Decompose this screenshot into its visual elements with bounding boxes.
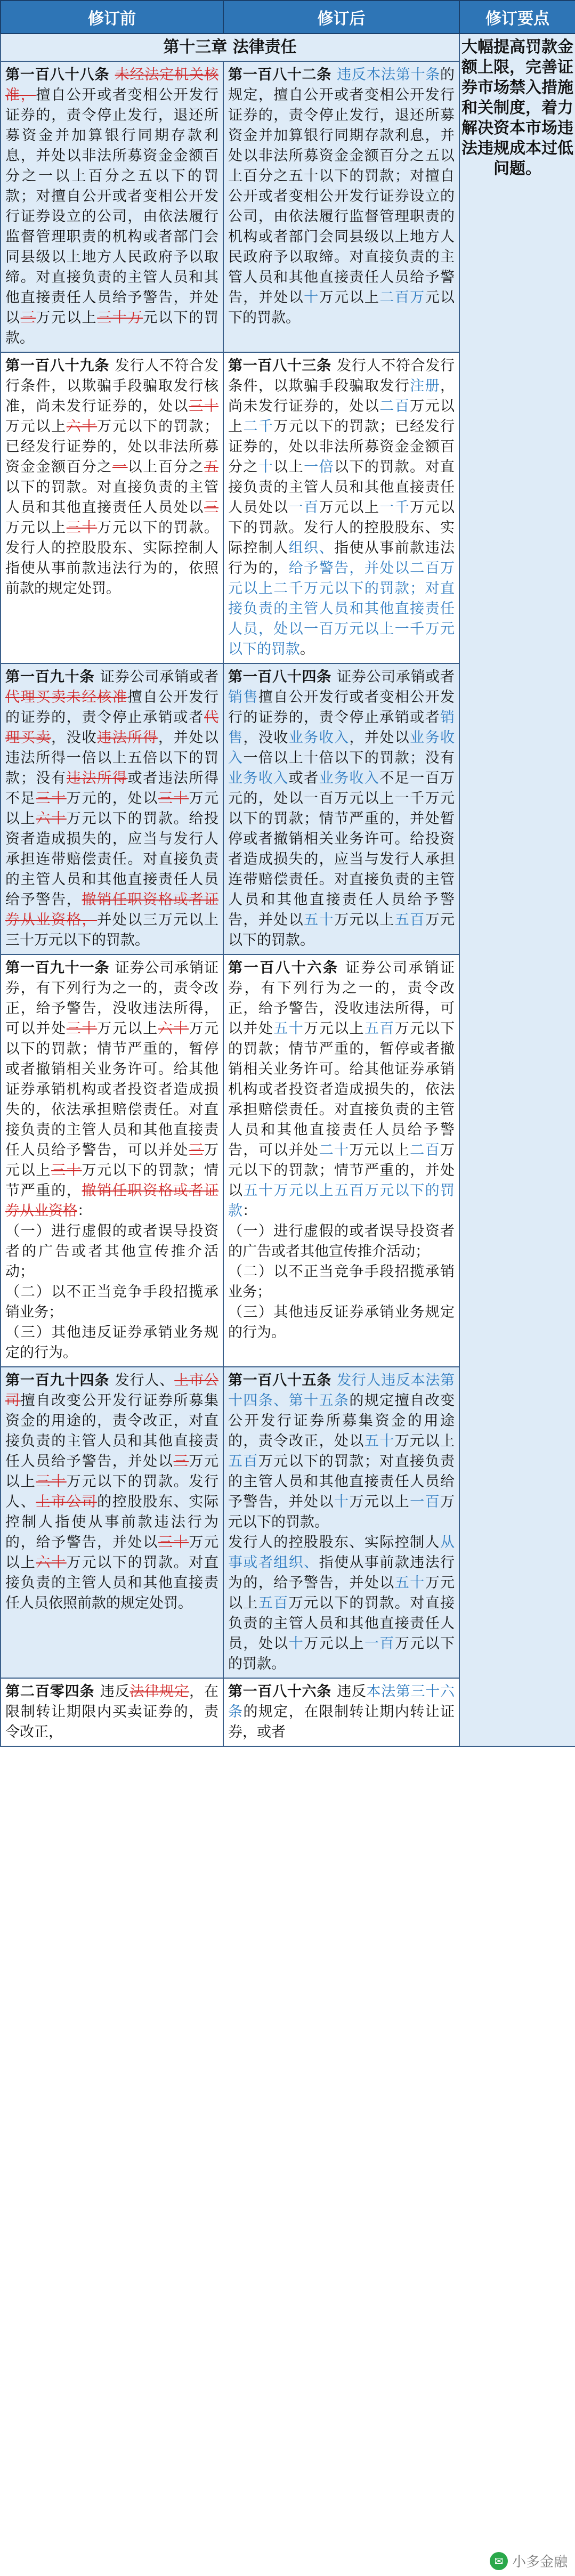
text-segment: 万元以上: [228, 398, 455, 435]
cell-before: [1, 61, 223, 352]
deleted-text: 三十万: [97, 310, 143, 326]
deleted-text: 三: [20, 310, 36, 326]
text-segment: 不足一百万元的，处以一百万元以上一千万元以下的罚款；情节严重的，并处暂停或者撤销相关业务许可。给投资者造成损失的，应当与发行人承担连带赔偿责任。对直接负责的主管人员和其他直接责任人员给予警告，并处以: [228, 770, 455, 928]
deleted-text: 三: [204, 499, 218, 516]
article-number: 第一百八十三条: [228, 358, 337, 374]
inserted-text: 业务收入: [228, 730, 455, 766]
text-segment: 万元以下的罚款。: [228, 912, 455, 949]
deleted-text: 未经法定机关核准，: [5, 67, 219, 103]
text-segment: ，尚未发行证券的，处以: [228, 378, 455, 415]
inserted-text: 一千: [379, 499, 410, 516]
text-segment: ，在限制转让期限内买卖证券的，责令改正，: [5, 1683, 219, 1740]
text-segment: 万元以下的罚款；对直接负责的主管人员和其他直接责任人员给予警告，并处以: [228, 1453, 455, 1510]
text-segment: 万元以上: [5, 1534, 219, 1571]
inserted-text: 十: [258, 459, 274, 475]
text-segment: 的规定，在限制转让期内转让证券，或者: [228, 1704, 455, 1740]
deleted-text: 六十: [158, 1020, 189, 1037]
inserted-text: 五十: [304, 912, 335, 928]
cell-before: [1, 1678, 223, 1746]
watermark: [490, 2551, 568, 2571]
deleted-text: 违法所得: [66, 770, 128, 787]
article-number: 第一百九十一条: [5, 960, 115, 976]
inserted-text: 一百: [288, 499, 319, 516]
text-segment: ，没收: [51, 730, 98, 746]
text-segment: 万元以下的罚款。发行人、: [5, 1473, 219, 1510]
text-segment: 指使从事前款违法行为的，给予警告，并处以: [228, 1554, 455, 1591]
text-segment: ： （一）进行虚假的或者误导投资者的广告或者其他宣传推介活动； （二）以不正当竞争手段招揽承销业务； （三）其他违反证券承销业务规定的行为。: [228, 1203, 455, 1341]
text-segment: 万元以上: [5, 1453, 219, 1490]
text-segment: 万元以上: [304, 1020, 365, 1037]
cell-before: [1, 954, 223, 1367]
text-segment: 万元以下的罚款。: [228, 1635, 455, 1672]
article-number: 第一百八十八条: [5, 67, 115, 83]
cell-before: [1, 1367, 223, 1678]
inserted-text: 给予警告，并处以二百万元以上二千万元以下的罚款；对直接负责的主管人员和其他直接责任人员，处以一百万元以上一千万元以下的罚款: [228, 560, 455, 658]
deleted-text: 三十: [36, 1473, 67, 1490]
deleted-text: 三十: [51, 1162, 82, 1179]
cell-after: [223, 1367, 459, 1678]
inserted-text: 一百: [364, 1635, 395, 1652]
inserted-text: 业务收入: [319, 770, 380, 787]
text-segment: ，并处以: [349, 730, 410, 746]
deleted-text: 三十: [158, 1534, 189, 1551]
deleted-text: 三十: [66, 1020, 98, 1037]
deleted-text: 三十: [158, 790, 189, 807]
text-segment: 或者: [288, 770, 319, 787]
deleted-text: 三十: [189, 398, 219, 415]
cell-before: [1, 663, 223, 954]
article-number: 第一百九十条: [5, 669, 100, 685]
header-notes: 修订要点: [459, 1, 575, 34]
watermark-text: 小多金融: [512, 2554, 568, 2570]
text-segment: 以上: [273, 459, 304, 475]
text-segment: ，并处以违法所得一倍以上五倍以下的罚款；没有: [5, 730, 219, 787]
text-segment: 以下的罚款。对直接负责的主管人员和其他直接责任人员处以: [228, 459, 455, 516]
inserted-text: 二百万: [379, 289, 425, 306]
text-segment: 万元以上: [5, 520, 67, 536]
revision-notes: 大幅提高罚款金额上限，完善证券市场禁入措施和关制度，着力解决资本市场违法违规成本过低问题。: [459, 34, 575, 1746]
inserted-text: 二百: [410, 1142, 441, 1159]
inserted-text: 违反本法第十条: [337, 67, 441, 83]
text-segment: ： （一）进行虚假的或者误导投资者的广告或者其他宣传推介活动； （二）以不正当竞争手段招揽承销业务； （三）其他违反证券承销业务规定的行为。: [5, 1203, 218, 1361]
text-segment: 的规定擅自改变公开发行证券所募集资金的用途的，责令改正，处以: [228, 1392, 455, 1449]
text-segment: 万元以上: [304, 1635, 365, 1652]
article-number: 第一百八十六条: [228, 1683, 337, 1700]
article-number: 第一百八十九条: [5, 358, 115, 374]
text-segment: 万元以上: [349, 1142, 410, 1159]
header-after: 修订后: [223, 1, 459, 34]
text-segment: 证券公司承销或者: [100, 669, 218, 685]
inserted-text: 销售: [228, 689, 258, 706]
text-segment: 万元以上: [5, 418, 67, 435]
text-segment: 擅自公开发行或者变相公开发行的证券的，责令停止承销或者: [228, 689, 455, 726]
text-segment: 并处以三万元以上三十万元以下的罚款。: [5, 912, 219, 949]
deleted-text: 六十: [36, 811, 67, 827]
article-number: 第一百八十六条: [228, 960, 345, 976]
text-segment: 万元以下的罚款；已经发行证券的，处以非法所募资金金额百分之: [228, 418, 455, 475]
deleted-text: 一: [112, 459, 128, 475]
text-segment: 擅自改变公开发行证券所募集资金的用途的，责令改正，对直接负责的主管人员和其他直接责任人员给予警告，并处以: [5, 1392, 219, 1470]
text-segment: 万元以下的罚款。 发行人的控股股东、实际控制人: [228, 1494, 455, 1551]
deleted-text: 六十: [36, 1554, 67, 1571]
text-segment: 万元的，处以: [66, 790, 158, 807]
text-segment: 。: [300, 641, 314, 658]
deleted-text: 三十: [36, 790, 67, 807]
text-segment: 万元以上: [319, 499, 380, 516]
deleted-text: 三十: [66, 520, 98, 536]
inserted-text: 五百: [258, 1595, 289, 1611]
deleted-text: 代理买卖未经核准: [5, 689, 128, 706]
text-segment: 元以下的罚款。: [5, 310, 219, 346]
text-segment: 万元以上: [36, 310, 98, 326]
wechat-icon: ✉: [490, 2552, 508, 2570]
chapter-row: [1, 34, 575, 61]
article-number: 第一百八十二条: [228, 67, 337, 83]
inserted-text: 五十: [394, 1575, 425, 1591]
deleted-text: 上市公司: [5, 1372, 219, 1409]
text-segment: 元以下的罚款。: [228, 289, 455, 326]
text-segment: 万元以下的罚款；情节严重的，暂停或者撤销相关业务许可。给其他证券承销机构或者投资者造成损失的，依法承担赔偿责任。对直接负责的主管人员和其他直接责任人员给予警告，可以并处: [228, 1020, 455, 1159]
header-row: [1, 1, 575, 34]
cell-after: [223, 1678, 459, 1746]
text-segment: 或者违法所得不足: [5, 770, 219, 807]
chapter-title: 第十三章 法律责任: [1, 34, 459, 61]
text-segment: 发行人不符合发行条件，以欺骗手段骗取发行: [228, 358, 455, 394]
text-segment: ，没收: [243, 730, 289, 746]
inserted-text: 二千: [243, 418, 274, 435]
cell-after: [223, 954, 459, 1367]
article-number: 第一百八十四条: [228, 669, 337, 685]
text-segment: 违反: [100, 1683, 130, 1700]
text-segment: 万元以下的罚款。对直接负责的主管人员和其他直接责任人员，处以: [228, 1595, 455, 1652]
inserted-text: 五十万元以上五百万元以下的罚款: [228, 1182, 455, 1219]
text-segment: 以上百分之: [127, 459, 205, 475]
deleted-text: 撤销任职资格或者证券从业资格: [5, 1182, 219, 1219]
text-segment: 万元以上: [228, 1575, 455, 1611]
deleted-text: 六十: [66, 418, 98, 435]
text-segment: 发行人不符合发行条件，以欺骗手段骗取发行核准，尚未发行证券的，处以: [5, 358, 219, 415]
text-segment: 发行人、: [115, 1372, 175, 1389]
article-number: 第一百九十四条: [5, 1372, 115, 1389]
text-segment: 以下的罚款。对直接负责的主管人员和其他直接责任人员处以: [5, 479, 218, 516]
article-number: 第一百八十五条: [228, 1372, 337, 1389]
text-segment: 万元以下的罚款；情节严重的，暂停或者撤销相关业务许可。给其他证券承销机构或者投资者造成损失的，依法承担赔偿责任。对直接负责的主管人员和其他直接责任人员给予警告，可以并处: [5, 1020, 219, 1159]
deleted-text: 违法所得: [97, 730, 158, 746]
deleted-text: 撤销任职资格或者证券从业资格，: [5, 892, 219, 928]
text-segment: 万元以下的罚款；情节严重的，: [5, 1162, 219, 1199]
text-segment: 万元以下的罚款；情节严重的，并处以: [228, 1142, 455, 1199]
inserted-text: 五百: [228, 1453, 258, 1470]
inserted-text: 销售: [228, 709, 455, 746]
text-segment: 万元以下的罚款。发行人的控股股东、实际控制人: [228, 499, 455, 556]
text-segment: 违反: [337, 1683, 367, 1700]
inserted-text: 业务收入: [228, 770, 289, 787]
text-segment: 一倍以上十倍以下的罚款；没有: [243, 750, 455, 766]
inserted-text: 业务收入: [288, 730, 350, 746]
inserted-text: 十: [334, 1494, 350, 1510]
cell-after: [223, 663, 459, 954]
article-number: 第二百零四条: [5, 1683, 100, 1700]
text-segment: 指使从事前款违法行为的，: [228, 540, 455, 577]
deleted-text: 上市公司: [36, 1494, 98, 1510]
text-segment: 万元以下的罚款。对直接负责的主管人员和其他直接责任人员依照前款的规定处罚。: [5, 1554, 219, 1611]
text-segment: 证券公司承销证券，有下列行为之一的，责令改正，给予警告，没收违法所得，可以并处: [228, 960, 455, 1037]
text-segment: 万元以上: [5, 790, 219, 827]
inserted-text: 从事或者组织、: [228, 1534, 455, 1571]
inserted-text: 本法第三十六条: [228, 1683, 455, 1720]
text-segment: 万元以上: [319, 289, 380, 306]
cell-after: [223, 352, 459, 663]
inserted-text: 五百: [364, 1020, 395, 1037]
text-segment: 万元以上: [349, 1494, 410, 1510]
deleted-text: 三: [173, 1453, 189, 1470]
inserted-text: 组织、: [288, 540, 335, 556]
text-segment: 万元以上: [334, 912, 395, 928]
inserted-text: 十: [288, 1635, 304, 1652]
text-segment: 的控股股东、实际控制人指使从事前款违法行为的，给予警告，并处以: [5, 1494, 219, 1551]
text-segment: 的规定，擅自公开或者变相公开发行证券的，责令停止发行，退还所募资金并加算银行同期存款利息，并处以非法所募资金金额百分之五以上百分之五十以下的罚款；对擅自公开或者变相公开发行证券设立的公司，由依法履行监督管理职责的机构或者部门会同县级以上地方人民政府予以取缔。对直接负责的主管人员和其他直接责任人员给予警告，并处以: [228, 67, 455, 306]
deleted-text: 五: [204, 459, 219, 475]
cell-after: [223, 61, 459, 352]
cell-before: [1, 352, 223, 663]
inserted-text: 五十: [364, 1433, 395, 1449]
inserted-text: 发行人违反本法第十四条、第十五条: [228, 1372, 455, 1409]
inserted-text: 五十: [273, 1020, 304, 1037]
inserted-text: 注册: [410, 378, 441, 394]
inserted-text: 二十: [319, 1142, 350, 1159]
inserted-text: 五百: [394, 912, 425, 928]
inserted-text: 十: [304, 289, 319, 306]
deleted-text: 三: [189, 1142, 205, 1159]
text-segment: 擅自公开或者变相公开发行证券的，责令停止发行，退还所募资金并加算银行同期存款利息，并处以非法所募资金金额百分之一以上百分之五以下的罚款；对擅自公开或者变相公开发行证券设立的公司，由依法履行监督管理职责的机构或者部门会同县级以上地方人民政府予以取缔。对直接负责的主管人员和其他直接责任人员给予警告，并处以: [5, 87, 219, 326]
inserted-text: 一倍: [304, 459, 335, 475]
text-segment: 万元以上: [97, 1020, 158, 1037]
text-segment: 万元以下的罚款。给投资者造成损失的，应当与发行人承担连带赔偿责任。对直接负责的主管人员和其他直接责任人员给予警告，: [5, 811, 219, 908]
text-segment: 擅自公开发行的证券的，责令停止承销或者: [5, 689, 219, 726]
inserted-text: 二百: [379, 398, 410, 415]
text-segment: 万元以下的罚款。发行人的控股股东、实际控制人指使从事前款违法行为的，依照前款的规定处罚。: [5, 520, 219, 597]
text-segment: 万元以下的罚款；已经发行证券的，处以非法所募资金金额百分之: [5, 418, 219, 475]
text-segment: 证券公司承销证券，有下列行为之一的，责令改正，给予警告，没收违法所得，可以并处: [5, 960, 219, 1037]
text-segment: 万元以上: [5, 1142, 219, 1179]
inserted-text: 一百: [410, 1494, 441, 1510]
deleted-text: 法律规定: [129, 1683, 190, 1700]
header-before: 修订前: [1, 1, 223, 34]
text-segment: 证券公司承销或者: [337, 669, 455, 685]
deleted-text: 代理买卖: [5, 709, 218, 746]
text-segment: 万元以上: [394, 1433, 455, 1449]
